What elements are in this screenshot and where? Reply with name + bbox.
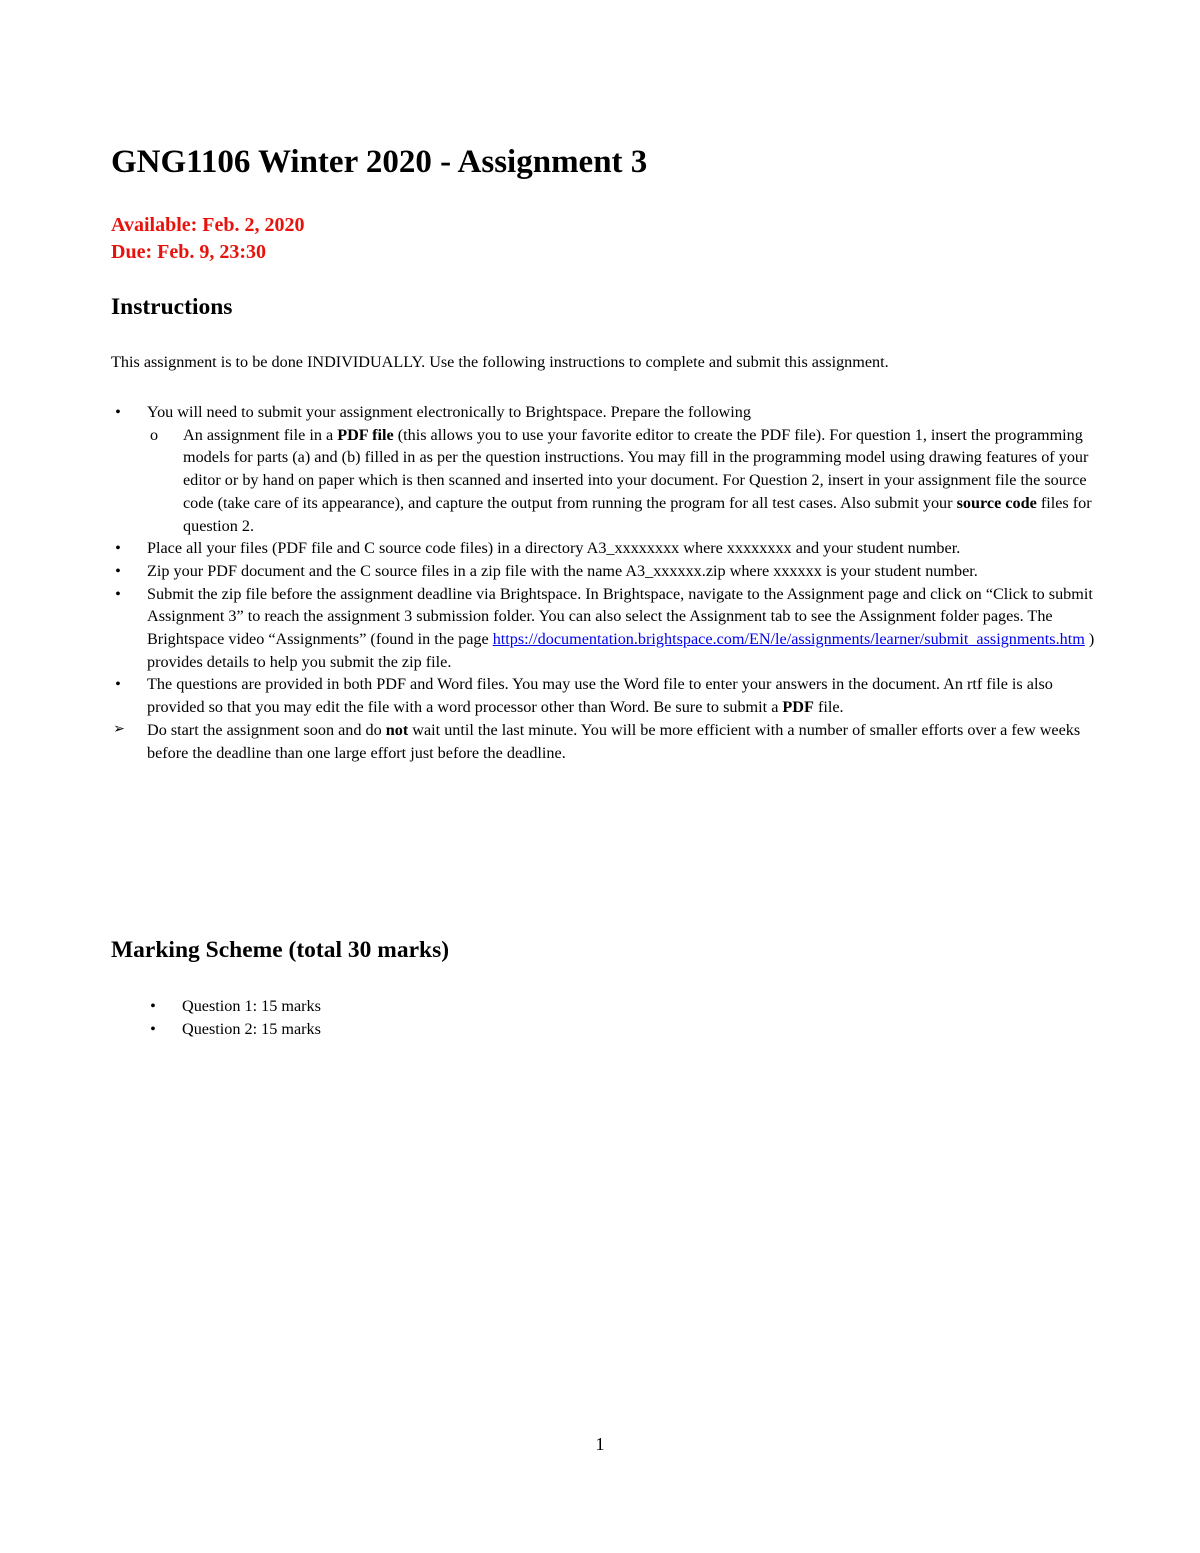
page-title: GNG1106 Winter 2020 - Assignment 3 (111, 144, 648, 180)
bullet-icon: • (115, 584, 121, 603)
list-item-text: You will need to submit your assignment electronically to Brightspace. Prepare the following (147, 403, 751, 421)
list-item (111, 537, 1101, 560)
list-item-text: Zip your PDF document and the C source files in a zip file with the name A3_xxxxxx.zip where xxxxxx is your student number. (147, 561, 978, 580)
bullet-icon: • (115, 403, 121, 421)
available-date: Available: Feb. 2, 2020 (111, 214, 305, 236)
arrow-bullet-icon: ➢ (113, 721, 125, 737)
sub-text-mid: (this allows you to use your favorite editor to create the PDF file). For question 1, insert the programming models for parts (a) and (b) filled in as per the question instructions. You may fill in the programming model using drawing features of your editor or by hand on paper which is then scanned and inserted into your document. For Question 2, insert in your assignment file the source code (take care of its appearance), and capture the output from running the program for all test cases. Also submit your (183, 425, 1089, 512)
arrow-text-post: wait until the last minute. You will be more efficient with a number of smaller efforts over a few weeks before the deadline than one large effort just before the deadline. (147, 720, 1081, 762)
intro-paragraph: This assignment is to be done INDIVIDUALLY. Use the following instructions to complete and submit this assignment. (111, 353, 889, 371)
bullet-icon: • (115, 539, 121, 558)
bullet-icon: • (150, 1019, 156, 1038)
brightspace-docs-link[interactable]: https://documentation.brightspace.com/EN/le/assignments/learner/submit_assignments.htm (492, 630, 1085, 649)
list-item-text: file. (813, 698, 844, 717)
bullet-icon: • (150, 997, 156, 1015)
circle-bullet-icon: o (149, 425, 159, 444)
list-item (146, 995, 546, 1018)
page-number: 1 (595, 1434, 605, 1454)
list-item-text: The questions are provided in both PDF and Word files. You may use the Word file to enter your answers in the document. An rtf file is also provided so that you may edit the file with a word processor other than Word. Be sure to submit a (147, 675, 1053, 717)
list-item-text: Submit the zip file before the assignment deadline via Brightspace. In Brightspace, navigate to the Assignment page and click on “Click to submit Assignment 3” to reach the assignment 3 submission folder. You can also select the Assignment tab to see the Assignment folder pages. The Brightspace video “Assignments” (found in the page (147, 584, 1093, 649)
list-item (111, 560, 1101, 583)
sub-list-item (147, 424, 1101, 538)
sub-text-bold-source: source code (956, 493, 1037, 512)
pdf-bold: PDF (782, 698, 814, 717)
list-item (111, 673, 1101, 718)
instructions-heading: Instructions (111, 294, 233, 320)
marks-list (146, 995, 546, 1040)
sub-text-post: files for question 2. (183, 493, 1092, 535)
marking-scheme-heading: Marking Scheme (total 30 marks) (111, 937, 450, 963)
arrow-text-pre: Do start the assignment soon and do (147, 720, 386, 739)
list-item (111, 401, 1101, 537)
list-item (146, 1018, 546, 1041)
bullet-icon: • (115, 675, 121, 694)
list-item (111, 583, 1101, 674)
marks-item-text: Question 2: 15 marks (182, 1019, 321, 1038)
list-item-text: ) provides details to help you submit the zip file. (147, 630, 1095, 671)
dates-block (111, 212, 305, 266)
list-item-text: Place all your files (PDF file and C source code files) in a directory A3_xxxxxxxx where xxxxxxxx and your student number. (147, 539, 961, 558)
sub-text-pre: An assignment file in a (183, 425, 338, 444)
due-date: Due: Feb. 9, 23:30 (111, 241, 266, 263)
instructions-list (111, 401, 1101, 764)
sub-text-bold-pdf: PDF file (337, 425, 394, 444)
marks-item-text: Question 1: 15 marks (182, 997, 321, 1015)
sub-list (147, 424, 1101, 538)
arrow-note (111, 719, 1101, 764)
arrow-text-bold: not (385, 720, 409, 739)
bullet-icon: • (115, 561, 121, 580)
